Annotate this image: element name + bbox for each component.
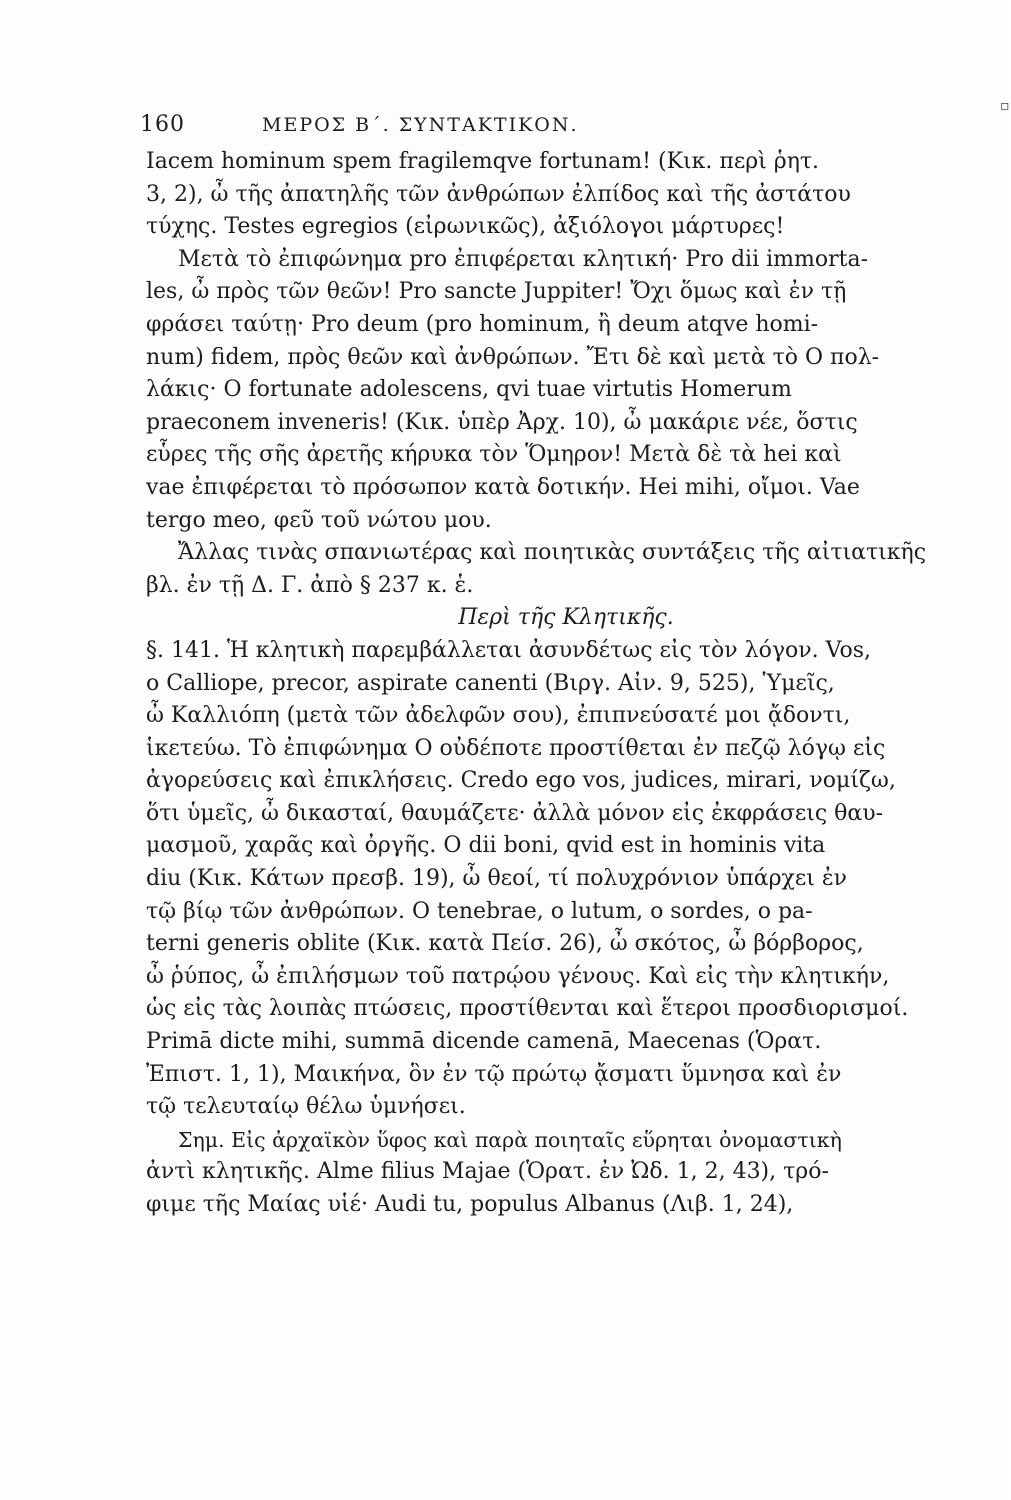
text-line: τῷ βίῳ τῶν ἀνθρώπων. O tenebrae, o lutum, o sordes, o pa- (146, 898, 813, 924)
text-line: εὗρες τῆς σῆς ἀρετῆς κήρυκα τὸν Ὅμηρον! Μετὰ δὲ τὰ hei καὶ (146, 442, 842, 468)
note-line: Σημ. Εἰς ἀρχαϊκὸν ὕφος καὶ παρὰ ποιηταῖς εὕρηται ὀνομαστικὴ (178, 1127, 842, 1152)
text-line: ἱκετεύω. Τὸ ἐπιφώνημα O οὐδέποτε προστίθεται ἐν πεζῷ λόγῳ εἰς (146, 735, 886, 761)
text-line: ὦ ῥύπος, ὦ ἐπιλήσμων τοῦ πατρῴου γένους. Καὶ εἰς τὴν κλητικήν, (146, 963, 890, 989)
text-line: terni generis oblite (Κικ. κατὰ Πείσ. 26), ὦ σκότος, ὦ βόρβορος, (146, 931, 864, 957)
text-line: ὡς εἰς τὰς λοιπὰς πτώσεις, προστίθενται καὶ ἕτεροι προσδιορισμοί. (146, 996, 909, 1022)
text-line: τῷ τελευταίῳ θέλω ὑμνήσει. (146, 1094, 466, 1120)
running-head: ΜΕΡΟΣ Β΄. ΣΥΝΤΑΚΤΙΚΟΝ. (262, 114, 579, 136)
section-heading: Περὶ τῆς Κλητικῆς. (458, 605, 674, 631)
page-header (140, 98, 1011, 146)
page-number: 160 (140, 112, 185, 137)
text-line: τύχης. Testes egregios (εἰρωνικῶς), ἀξιόλογοι μάρτυρες! (146, 214, 785, 240)
note-line: ἀντὶ κλητικῆς. Alme filius Majae (Ὁρατ. ἐν Ὠδ. 1, 2, 43), τρό- (146, 1159, 829, 1185)
text-line: Primā dicte mihi, summā dicende camenā, Maecenas (Ὁρατ. (146, 1029, 822, 1055)
text-line: λάκις· O fortunate adolescens, qvi tuae virtutis Homerum (146, 377, 792, 403)
text-line: 3, 2), ὦ τῆς ἀπατηλῆς τῶν ἀνθρώπων ἐλπίδος καὶ τῆς ἀστάτου (146, 181, 851, 207)
text-line: ἀγορεύσεις καὶ ἐπικλήσεις. Credo ego vos, judices, mirari, νομίζω, (146, 768, 896, 794)
text-line: βλ. ἐν τῇ Δ. Γ. ἀπὸ § 237 κ. ἑ. (146, 572, 474, 598)
text-line: o Calliope, precor, aspirate canenti (Βιργ. Αἰν. 9, 525), Ὑμεῖς, (146, 670, 835, 696)
text-line: Ἐπιστ. 1, 1), Μαικήνα, ὃν ἐν τῷ πρώτῳ ᾄσματι ὕμνησα καὶ ἐν (146, 1061, 842, 1087)
text-line: Ἄλλας τινὰς σπανιωτέρας καὶ ποιητικὰς συντάξεις τῆς αἰτιατικῆς (178, 540, 927, 566)
corner-mark: ▫ (1000, 98, 1011, 114)
text-line: les, ὦ πρὸς τῶν θεῶν! Pro sancte Juppiter! Ὄχι ὅμως καὶ ἐν τῇ (146, 279, 847, 305)
text-line: ὦ Καλλιόπη (μετὰ τῶν ἀδελφῶν σου), ἐπιπνεύσατέ μοι ᾄδοντι, (146, 703, 851, 729)
text-line: tergo meo, φεῦ τοῦ νώτου μου. (146, 507, 492, 533)
text-line: vae ἐπιφέρεται τὸ πρόσωπον κατὰ δοτικήν. Hei mihi, οἴμοι. Vae (146, 474, 860, 500)
text-line: num) fidem, πρὸς θεῶν καὶ ἀνθρώπων. Ἔτι δὲ καὶ μετὰ τὸ O πολ- (146, 344, 880, 370)
note-line: φιμε τῆς Μαίας υἱέ· Audi tu, populus Albanus (Λιβ. 1, 24), (146, 1192, 794, 1217)
text-line: ὅτι ὑμεῖς, ὦ δικασταί, θαυμάζετε· ἀλλὰ μόνον εἰς ἐκφράσεις θαυ- (146, 800, 884, 826)
text-line: praeconem inveneris! (Κικ. ὑπὲρ Ἀρχ. 10), ὦ μακάριε νέε, ὅστις (146, 409, 858, 435)
text-line: Iacem hominum spem fragilemqve fortunam! (Κικ. περὶ ῥητ. (146, 149, 820, 174)
text-line: diu (Κικ. Κάτων πρεσβ. 19), ὦ θεοί, τί πολυχρόνιον ὑπάρχει ἐν (146, 866, 848, 892)
text-line: μασμοῦ, χαρᾶς καὶ ὀργῆς. O dii boni, qvid est in hominis vita (146, 833, 826, 859)
text-line: Μετὰ τὸ ἐπιφώνημα pro ἐπιφέρεται κλητική· Pro dii immorta- (178, 246, 869, 272)
text-line: φράσει ταύτῃ· Pro deum (pro hominum, ἢ deum atqve homi- (146, 311, 819, 337)
text-line: §. 141. Ἡ κλητικὴ παρεμβάλλεται ἀσυνδέτως εἰς τὸν λόγον. Vos, (146, 637, 871, 663)
body-text (146, 146, 986, 1222)
